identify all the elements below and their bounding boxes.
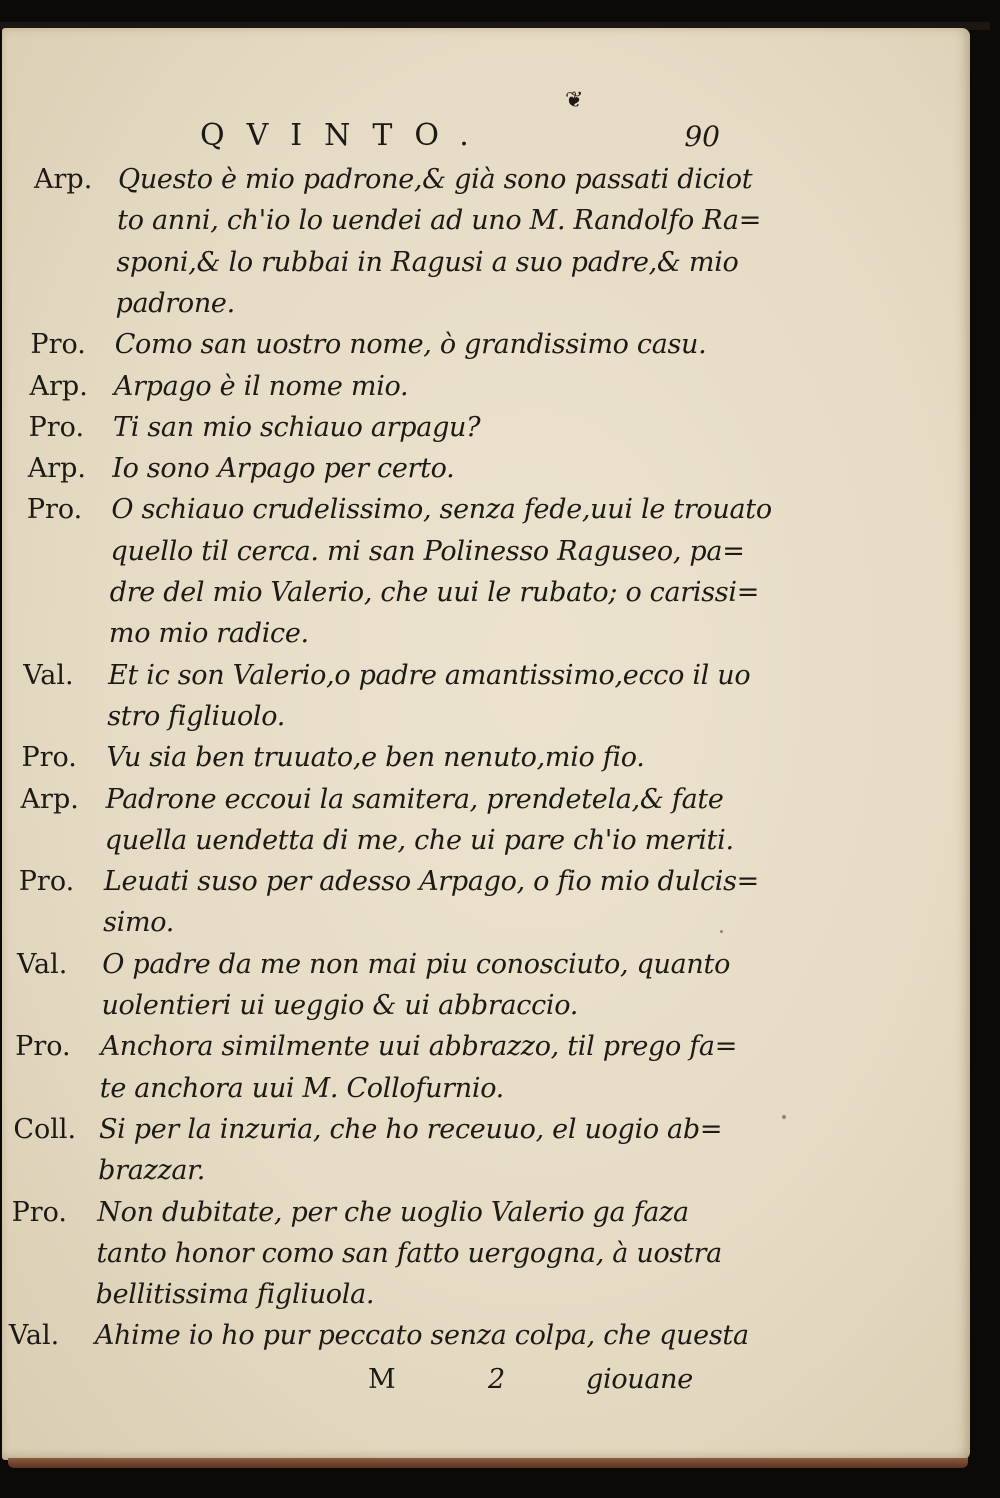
dialogue-line: Arpago è il nome mio. bbox=[113, 370, 409, 402]
speaker-label: Arp. bbox=[29, 370, 88, 402]
dialogue-line: Leuati suso per adesso Arpago, o fio mio dulcis= bbox=[103, 866, 759, 898]
dialogue-line: dre del mio Valerio, che uui le rubato; o carissi= bbox=[109, 577, 760, 608]
dialogue-line: mo mio radice. bbox=[108, 618, 309, 650]
dialogue-line: Como san uostro nome, ò grandissimo casu. bbox=[114, 329, 707, 361]
speaker-label: Pro. bbox=[21, 742, 77, 774]
dialogue-line: brazzar. bbox=[98, 1155, 206, 1187]
paper-speck bbox=[782, 1115, 786, 1119]
page-header bbox=[200, 118, 720, 158]
dialogue-line: te anchora uui M. Collofurnio. bbox=[99, 1072, 504, 1104]
dialogue-line: quella uendetta di me, che ui pare ch'io meriti. bbox=[104, 824, 734, 856]
dialogue-line: Non dubitate, per che uoglio Valerio ga faza bbox=[97, 1196, 689, 1228]
printer-ornament: ❦ bbox=[565, 88, 584, 113]
dialogue-line: sponi,& lo rubbai in Ragusi a suo padre,& mio bbox=[116, 246, 739, 278]
speaker-label: Pro. bbox=[28, 411, 85, 443]
speaker-label: Arp. bbox=[34, 164, 93, 195]
dialogue-line: Padrone eccoui la samitera, prendetela,& fate bbox=[105, 783, 724, 815]
dialogue-line: Ahime io ho pur peccato senza colpa, che questa bbox=[94, 1320, 749, 1352]
dialogue-line: Anchora similmente uui abbrazzo, til prego fa= bbox=[100, 1031, 738, 1063]
dialogue-line: Si per la inzuria, che ho receuuo, el uogio ab= bbox=[98, 1113, 723, 1145]
dialogue-line: Ti san mio schiauo arpagu? bbox=[113, 411, 481, 443]
dialogue-line: quello til cerca. mi san Polinesso Raguseo, pa= bbox=[110, 535, 745, 567]
dialogue-line: Et ic son Valerio,o padre amantissimo,ecco il uo bbox=[108, 659, 751, 691]
signature-mark: M bbox=[368, 1364, 396, 1395]
speaker-label: Pro. bbox=[26, 494, 83, 526]
speaker-label: Arp. bbox=[20, 783, 79, 815]
speaker-label: Coll. bbox=[13, 1113, 77, 1145]
dialogue-line: stro figliuolo. bbox=[107, 700, 286, 732]
dialogue-line: padrone. bbox=[115, 287, 235, 319]
speaker-label: Val. bbox=[23, 659, 74, 691]
dialogue-line: Vu sia ben truuato,e ben nenuto,mio fio. bbox=[106, 742, 645, 774]
book-bottom-edge bbox=[8, 1458, 968, 1468]
speaker-label: Pro. bbox=[11, 1196, 68, 1228]
dialogue-line: to anni, ch'io lo uendei ad uno M. Randolfo Ra= bbox=[117, 205, 762, 237]
dialogue-line: O schiauo crudelissimo, senza fede,uui le trouato bbox=[111, 494, 772, 526]
dialogue-line: O padre da me non mai piu conosciuto, quanto bbox=[102, 948, 731, 980]
speaker-label: Pro. bbox=[18, 866, 75, 898]
dialogue-line: simo. bbox=[103, 907, 175, 939]
speaker-label: Val. bbox=[16, 948, 68, 980]
signature-number: 2 bbox=[488, 1364, 506, 1395]
dialogue-line: tanto honor como san fatto uergogna, à uostra bbox=[96, 1237, 722, 1269]
dialogue-line: Io sono Arpago per certo. bbox=[112, 453, 455, 485]
dialogue-line: uolentieri ui ueggio & ui abbraccio. bbox=[101, 990, 579, 1021]
dialogue-line: Questo è mio padrone,& già sono passati diciot bbox=[118, 164, 753, 195]
paper-speck bbox=[720, 930, 723, 933]
dialogue-line: bellitissima figliuola. bbox=[95, 1279, 375, 1311]
catchword: giouane bbox=[586, 1364, 693, 1395]
speaker-label: Val. bbox=[8, 1320, 60, 1352]
running-title: QVINTO. bbox=[200, 118, 491, 153]
speaker-label: Arp. bbox=[27, 453, 86, 485]
folio-number: 90 bbox=[684, 120, 720, 153]
speaker-label: Pro. bbox=[15, 1031, 71, 1063]
speaker-label: Pro. bbox=[30, 329, 86, 361]
